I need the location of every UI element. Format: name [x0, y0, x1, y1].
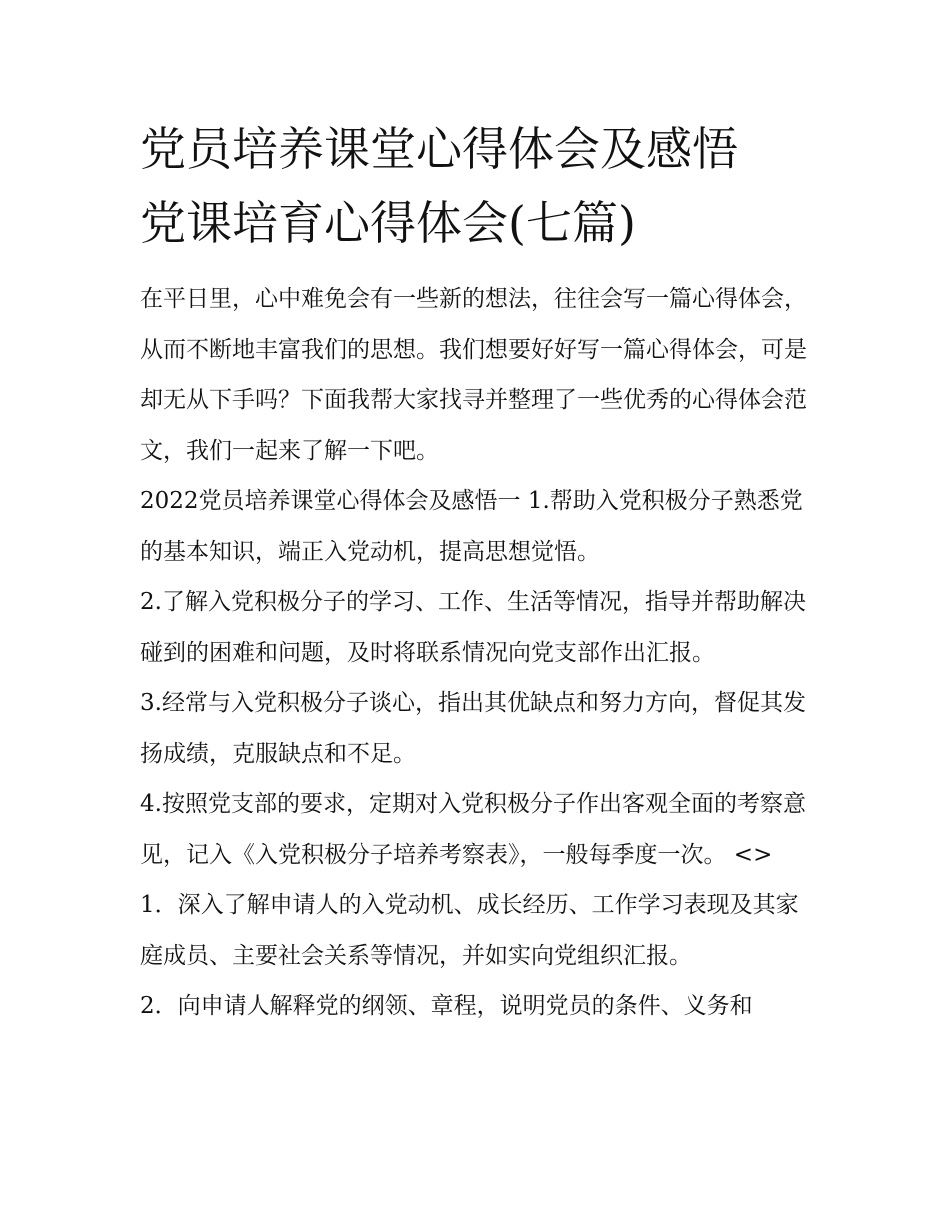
title-line-2: 党课培育心得体会(七篇) — [140, 196, 636, 250]
section-one-paragraph: 2022党员培养课堂心得体会及感悟一 1.帮助入党积极分子熟悉党的基本知识，端正入党动机，提高思想觉悟。 — [140, 488, 803, 565]
item-4-paragraph: 4.按照党支部的要求，定期对入党积极分子作出客观全面的考察意见，记入《入党积极分子培养考察表》，一般每季度一次。 <> — [140, 791, 806, 868]
item-3-paragraph: 3.经常与入党积极分子谈心，指出其优缺点和努力方向，督促其发扬成绩，克服缺点和不足。 — [140, 690, 806, 767]
document-body — [140, 274, 820, 1032]
document-content — [140, 112, 820, 1032]
title-line-1: 党员培养课堂心得体会及感悟 — [140, 122, 738, 176]
list-item-2-paragraph: 2．向申请人解释党的纲领、章程，说明党员的条件、义务和 — [140, 993, 753, 1019]
intro-paragraph: 在平日里，心中难免会有一些新的想法，往往会写一篇心得体会，从而不断地丰富我们的思想。我们想要好好写一篇心得体会，可是却无从下手吗？下面我帮大家找寻并整理了一些优秀的心得体会范文，我们一起来了解一下吧。 — [140, 286, 807, 464]
document-title — [140, 112, 820, 260]
list-item-1-paragraph: 1．深入了解申请人的入党动机、成长经历、工作学习表现及其家庭成员、主要社会关系等情况，并如实向党组织汇报。 — [140, 892, 799, 969]
item-2-paragraph: 2.了解入党积极分子的学习、工作、生活等情况，指导并帮助解决碰到的困难和问题，及时将联系情况向党支部作出汇报。 — [140, 589, 806, 666]
